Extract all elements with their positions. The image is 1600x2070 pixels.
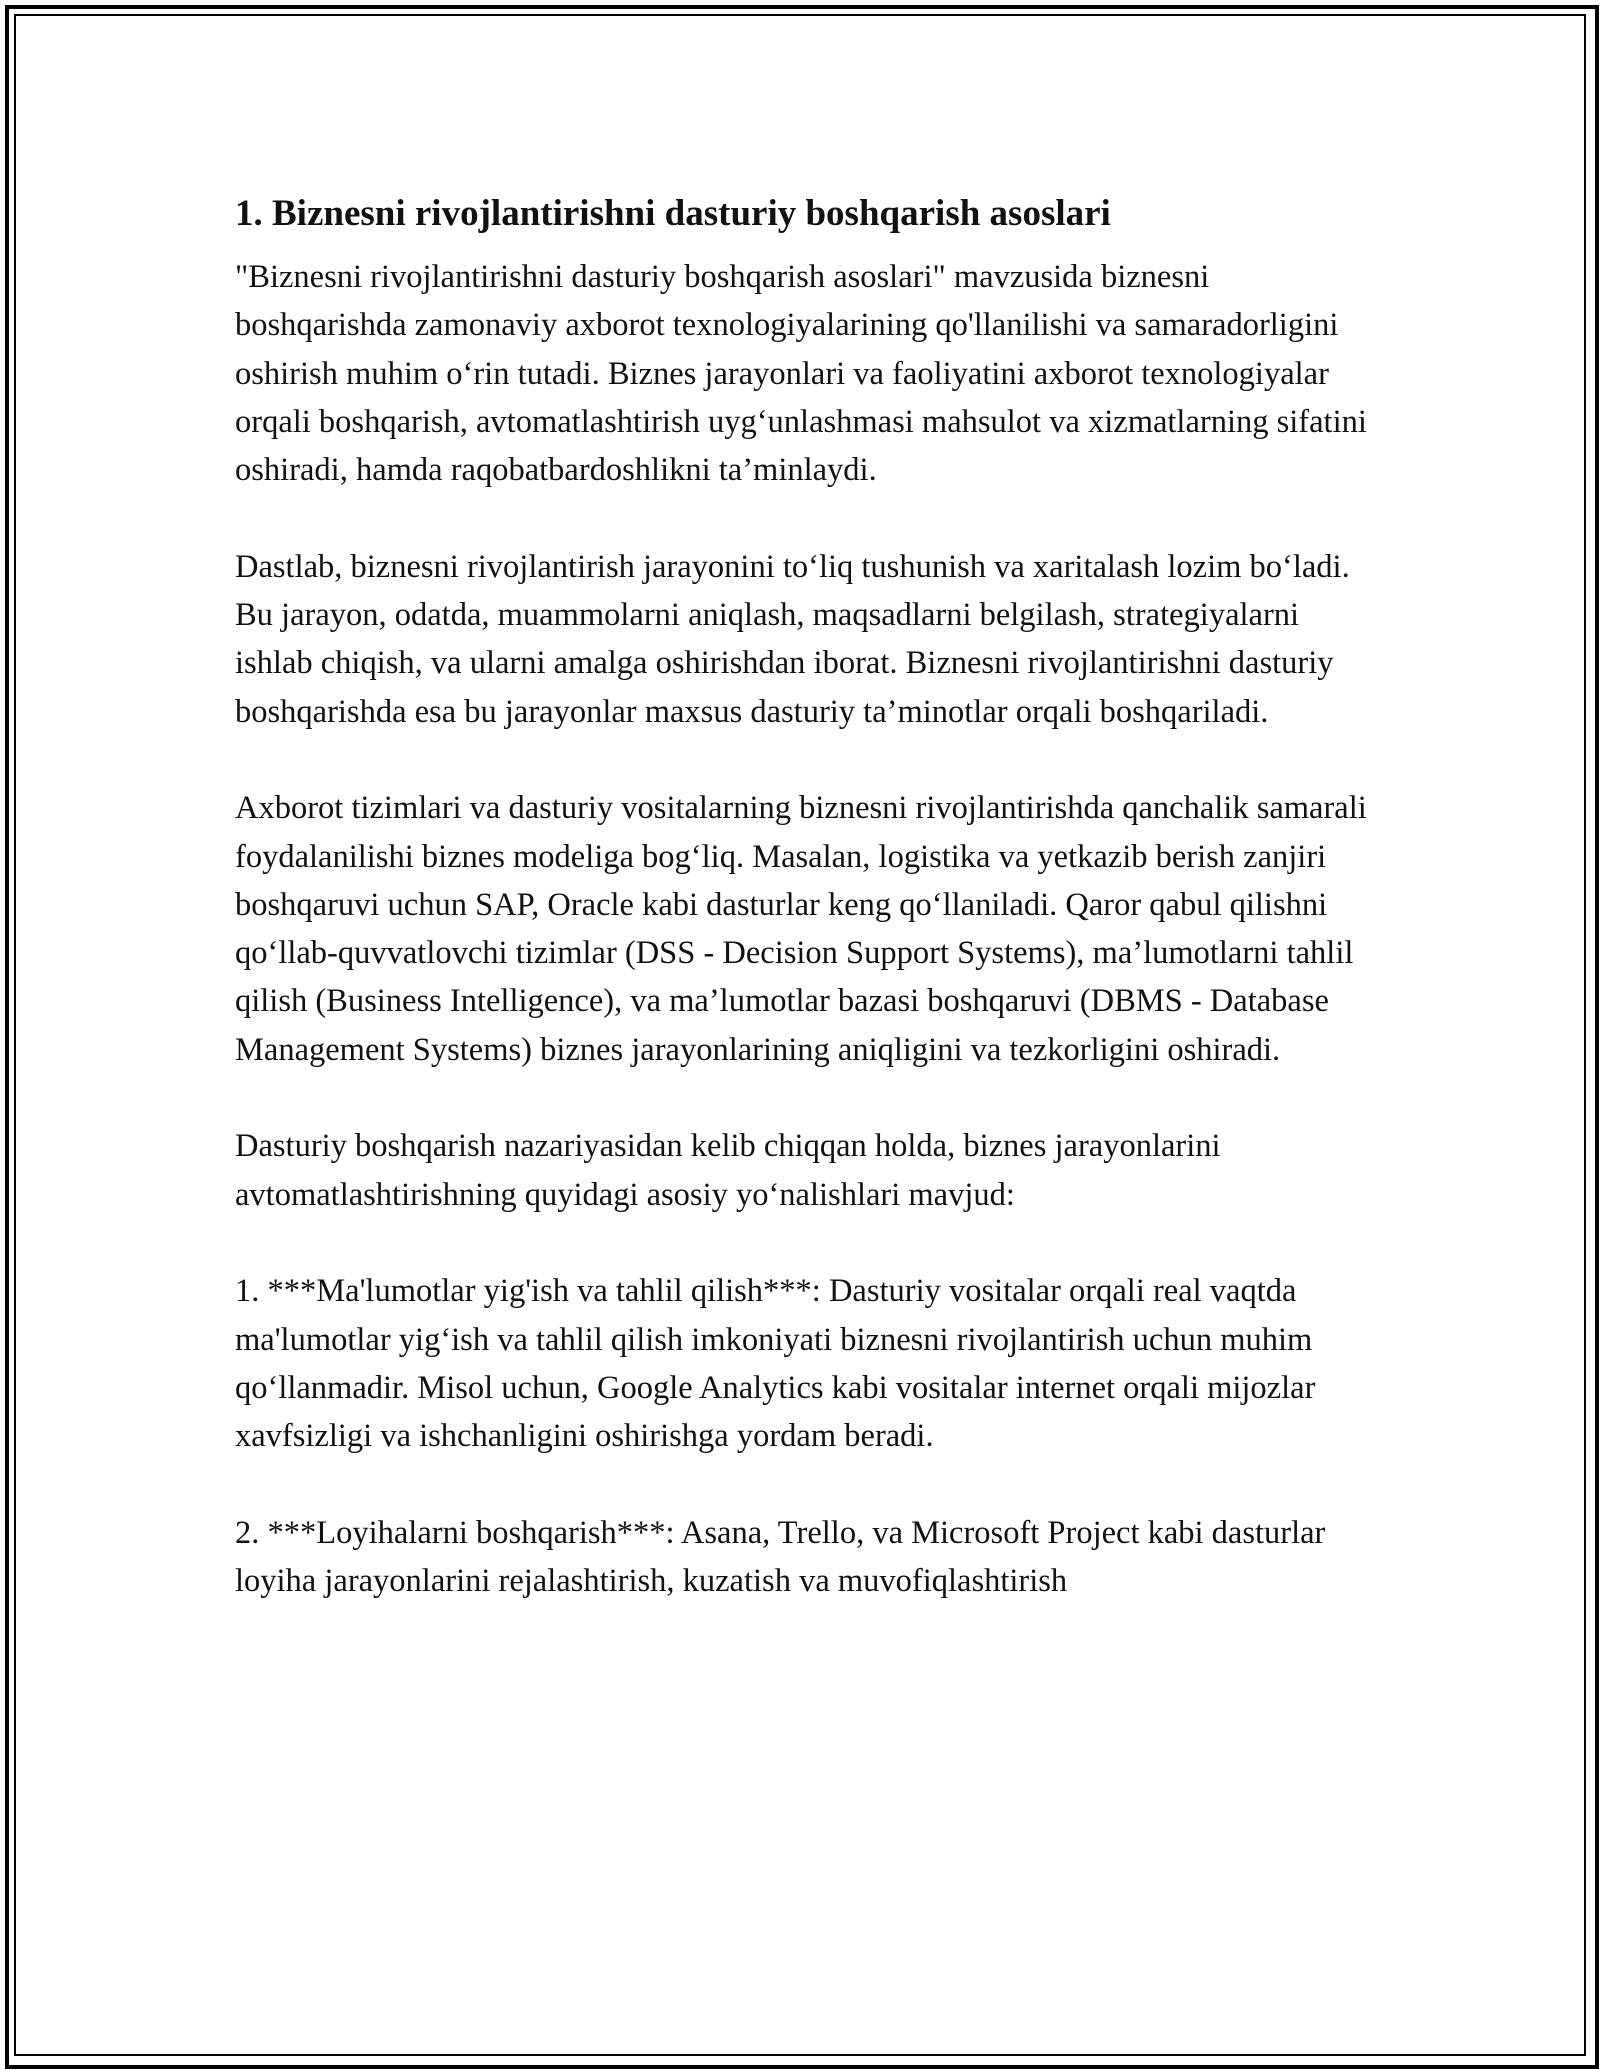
list-item-data-collection: 1. ***Ma'lumotlar yig'ish va tahlil qilish***: Dasturiy vositalar orqali real vaqtda ma'lumotlar yig‘ish va tahlil qilish imkoniyati biznesni rivojlantirish uchun muhim qo‘llanmadir. Misol uchun, Google Analytics kabi vositalar internet orqali mijozlar xavfsizligi va ishchanligini oshirishga yordam beradi.	[235, 1273, 1316, 1455]
paragraph-directions-intro: Dasturiy boshqarish nazariyasidan kelib chiqqan holda, biznes jarayonlarini avtomatlashtirishning quyidagi asosiy yo‘nalishlari mavjud:	[235, 1128, 1221, 1213]
list-item-project-management: 2. ***Loyihalarni boshqarish***: Asana, Trello, va Microsoft Project kabi dasturlar loyiha jarayonlarini rejalashtirish, kuzatish va muvofiqlashtirish	[235, 1514, 1326, 1600]
document-body	[235, 188, 1375, 1605]
section-heading: 1. Biznesni rivojlantirishni dasturiy boshqarish asoslari	[235, 193, 1111, 234]
paragraph-information-systems: Axborot tizimlari va dasturiy vositalarning biznesni rivojlantirishda qanchalik samarali foydalanilishi biznes modeliga bog‘liq. Masalan, logistika va yetkazib berish zanjiri boshqaruvi uchun SAP, Oracle kabi dasturlar keng qo‘llaniladi. Qaror qabul qilishni qo‘llab-quvvatlovchi tizimlar (DSS - Decision Support Systems), ma’lumotlarni tahlil qilish (Business Intelligence), va ma’lumotlar bazasi boshqaruvi (DBMS - Database Management Systems) biznes jarayonlarining aniqligini va tezkorligini oshiradi.	[235, 790, 1367, 1068]
paragraph-process: Dastlab, biznesni rivojlantirish jarayonini to‘liq tushunish va xaritalash lozim bo‘ladi. Bu jarayon, odatda, muammolarni aniqlash, maqsadlarni belgilash, strategiyalarni ishlab chiqish, va ularni amalga oshirishdan iborat. Biznesni rivojlantirishni dasturiy boshqarishda esa bu jarayonlar maxsus dasturiy ta’minotlar orqali boshqariladi.	[235, 548, 1350, 730]
paragraph-intro: "Biznesni rivojlantirishni dasturiy boshqarish asoslari" mavzusida biznesni boshqarishda zamonaviy axborot texnologiyalarining qo'llanilishi va samaradorligini oshirish muhim o‘rin tutadi. Biznes jarayonlari va faoliyatini axborot texnologiyalar orqali boshqarish, avtomatlashtirish uyg‘unlashmasi mahsulot va xizmatlarning sifatini oshiradi, hamda raqobatbardoshlikni ta’minlaydi.	[235, 259, 1367, 489]
